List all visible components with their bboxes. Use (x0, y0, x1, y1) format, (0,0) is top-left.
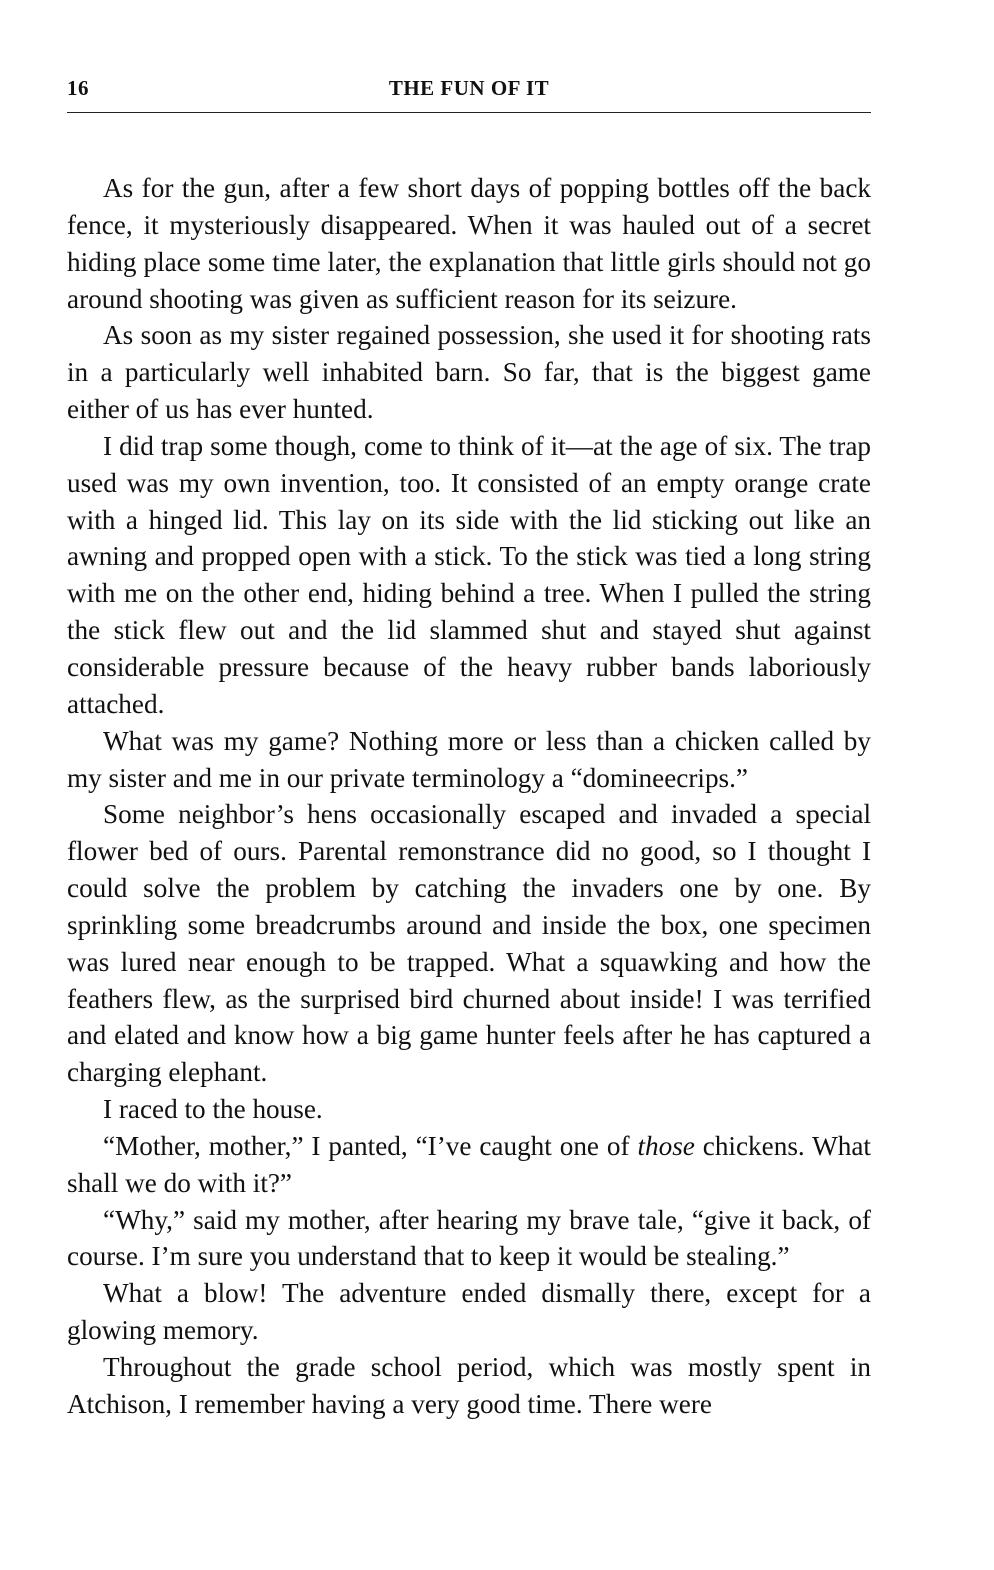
page-number: 16 (67, 76, 89, 100)
emphasis-those: those (637, 1130, 695, 1161)
page-header (67, 72, 871, 106)
paragraph-grade-school: Throughout the grade school period, which was mostly spent in Atchison, I remember having a very good time. There were (67, 1352, 871, 1419)
body-text (67, 170, 871, 1423)
paragraph-mother-reply: “Why,” said my mother, after hearing my brave tale, “give it back, of course. I’m sure you understand that to keep it would be stealing.” (67, 1204, 871, 1272)
header-rule (67, 112, 871, 113)
book-page (67, 0, 871, 1570)
paragraph-raced: I raced to the house. (103, 1094, 323, 1125)
paragraph-gun: As for the gun, after a few short days of popping bottles off the back fence, it mysteriously disappeared. When it was hauled out of a secret hiding place some time later, the explanation that little girls should not go around shooting was given as sufficient reason for its seizure. (67, 173, 871, 314)
quote-before: “Mother, mother,” I panted, “I’ve caught one of (103, 1130, 638, 1161)
paragraph-trap: I did trap some though, come to think of it—at the age of six. The trap used was my own invention, too. It consisted of an empty orange crate with a hinged lid. This lay on its side with the lid sticking out like an awning and propped open with a stick. To the stick was tied a long string with me on the other end, hiding behind a tree. When I pulled the string the stick flew out and the lid slammed shut and stayed shut against considerable pressure because of the heavy rubber bands laboriously attached. (67, 430, 871, 719)
running-title: THE FUN OF IT (388, 76, 550, 100)
paragraph-game: What was my game? Nothing more or less than a chicken called by my sister and me in our private terminology a “domineecrips.” (67, 725, 871, 793)
paragraph-mother-call (67, 1128, 871, 1202)
paragraph-sister-rats: As soon as my sister regained possession, she used it for shooting rats in a particularly well inhabited barn. So far, that is the biggest game either of us has ever hunted. (67, 320, 871, 425)
quote-after: chickens. What shall we do with it?” (67, 1130, 871, 1198)
paragraph-hens: Some neighbor’s hens occasionally escaped and invaded a special flower bed of ours. Parental remonstrance did no good, so I thought I could solve the problem by catching the invaders one by one. By sprinkling some breadcrumbs around and inside the box, one specimen was lured near enough to be trapped. What a squawking and how the feathers flew, as the surprised bird churned about inside! I was terrified and elated and know how a big game hunter feels after he has captured a charging elephant. (67, 799, 871, 1088)
paragraph-blow: What a blow! The adventure ended dismally there, except for a glowing memory. (67, 1278, 871, 1346)
